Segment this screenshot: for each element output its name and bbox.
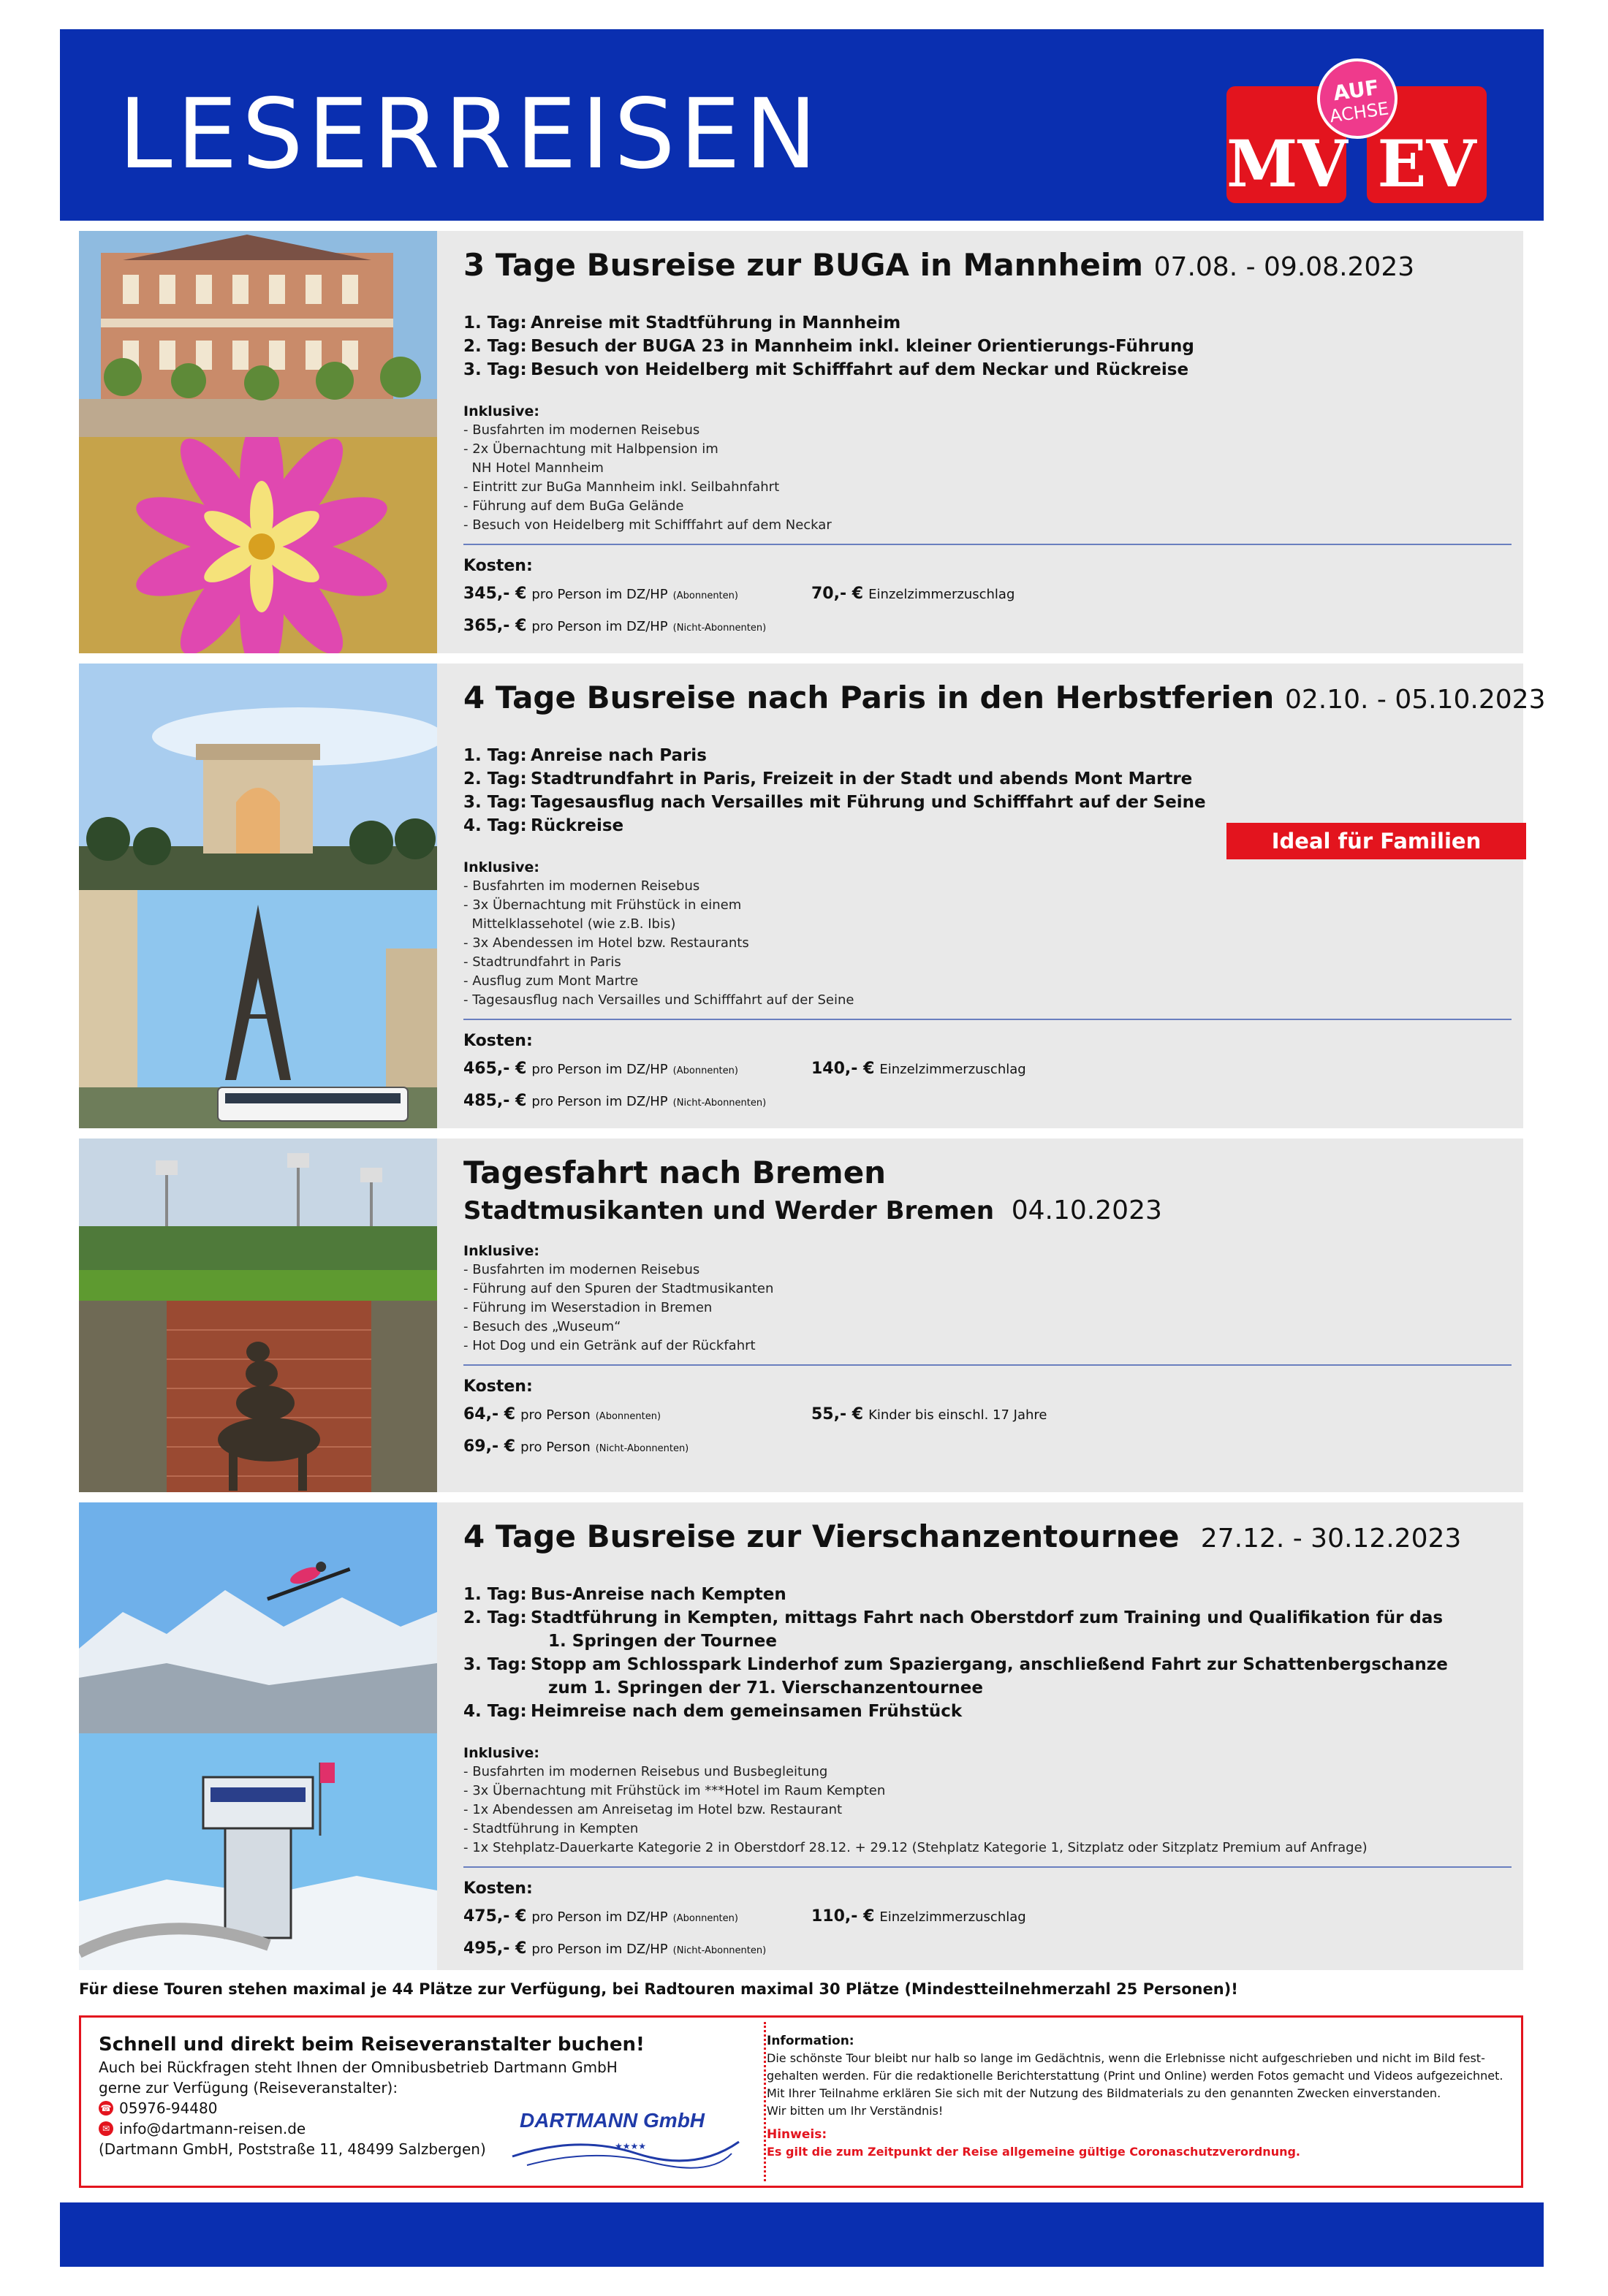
information-text: Wir bitten um Ihr Verständnis! (767, 2104, 944, 2118)
price-row (463, 580, 1512, 609)
inclusive-item: NH Hotel Mannheim (463, 460, 604, 476)
booking-heading: Schnell und direkt beim Reiseveranstalter buchen! (99, 2034, 645, 2056)
arc-de-triomphe-photo (79, 664, 437, 890)
itinerary-day: 1. Tag: Anreise nach Paris (463, 746, 707, 766)
price-extra: 140,- € Einzelzimmerzuschlag (811, 1060, 1026, 1079)
itinerary (463, 1583, 1512, 1723)
ski-jump-tower-photo (79, 1733, 437, 1970)
trip-content (463, 247, 1512, 642)
price-non-subscriber: 495,- € pro Person im DZ/HP (Nicht-Abonnenten) (463, 1939, 767, 1958)
price-row (463, 1087, 1512, 1117)
divider-line (463, 544, 1512, 545)
itinerary-day: 4. Tag: Rückreise (463, 816, 624, 836)
costs-heading: Kosten: (463, 1032, 533, 1051)
divider-line (463, 1866, 1512, 1868)
inclusive-item: - Busfahrten im modernen Reisebus und Busbegleitung (463, 1764, 828, 1780)
price-extra: 70,- € Einzelzimmerzuschlag (811, 585, 1015, 604)
information-text: Mit Ihrer Teilnahme erklären Sie sich mit der Nutzung des Bildmaterials zu den genannten Zwecken einverstanden. (767, 2086, 1441, 2100)
divider-line (463, 1019, 1512, 1020)
phone-number[interactable]: 05976-94480 (119, 2099, 218, 2117)
inclusive-item: - Busfahrten im modernen Reisebus (463, 1262, 700, 1278)
price-subscriber: 475,- € pro Person im DZ/HP (Abonnenten) (463, 1907, 738, 1926)
inclusive-list (463, 877, 1512, 1010)
inclusive-heading: Inklusive: (463, 403, 539, 420)
page-title: LESERREISEN (118, 78, 822, 191)
information-text: Die schönste Tour bleibt nur halb so lange im Gedächtnis, wenn die Erlebnisse nicht aufgeschrieben und nicht im Bild fest- (767, 2051, 1485, 2065)
inclusive-item: - 1x Stehplatz-Dauerkarte Kategorie 2 in Oberstdorf 28.12. + 29.12 (Stehplatz Kategorie 1, Sitzplatz oder Sitzplatz Premium auf Anfrage) (463, 1840, 1368, 1856)
trip-photos (79, 231, 437, 653)
hinweis-heading: Hinweis: (767, 2127, 827, 2142)
capacity-notice: Für diese Touren stehen maximal je 44 Plätze zur Verfügung, bei Radtouren maximal 30 Plätze (Mindestteilnehmerzahl 25 Personen)! (79, 1980, 1238, 1998)
itinerary (463, 311, 1512, 381)
inclusive-item: - Busfahrten im modernen Reisebus (463, 878, 700, 894)
trip-section-bremen (79, 1139, 1523, 1492)
information-text: gehalten werden. Für die redaktionelle Berichterstattung (Print und Online) werden Fotos gemacht und Videos aufgezeichnet. (767, 2069, 1503, 2083)
itinerary-day: 1. Tag: Anreise mit Stadtführung in Mannheim (463, 313, 901, 333)
logo-mv: MV (1226, 86, 1346, 203)
inclusive-item: - Führung auf den Spuren der Stadtmusikanten (463, 1281, 774, 1297)
trip-section-paris (79, 664, 1546, 1128)
dahlia-flower-photo (79, 437, 437, 653)
inclusive-item: - 1x Abendessen am Anreisetag im Hotel bzw. Restaurant (463, 1802, 843, 1818)
trip-title: Tagesfahrt nach Bremen (463, 1155, 887, 1190)
dotted-divider (764, 2022, 766, 2181)
contact-box (79, 2015, 1523, 2188)
itinerary-day: 2. Tag: Besuch der BUGA 23 in Mannheim inkl. kleiner Orientierungs-Führung (463, 337, 1194, 357)
price-subscriber: 64,- € pro Person (Abonnenten) (463, 1405, 661, 1424)
trip-content (463, 1518, 1512, 1964)
price-children: 55,- € Kinder bis einschl. 17 Jahre (811, 1405, 1047, 1424)
price-row (463, 1401, 1512, 1430)
logo-ev: EV (1367, 86, 1487, 203)
price-row (463, 1935, 1512, 1964)
price-subscriber: 465,- € pro Person im DZ/HP (Abonnenten) (463, 1060, 738, 1079)
price-row (463, 1903, 1512, 1932)
price-extra: 110,- € Einzelzimmerzuschlag (811, 1907, 1026, 1926)
inclusive-item: - Besuch von Heidelberg mit Schifffahrt auf dem Neckar (463, 517, 832, 533)
inclusive-heading: Inklusive: (463, 1745, 539, 1762)
mannheim-palace-photo (79, 231, 437, 437)
trip-photos (79, 1502, 437, 1970)
email-link[interactable]: info@dartmann-reisen.de (119, 2120, 306, 2137)
booking-text: Auch bei Rückfragen steht Ihnen der Omnibusbetrieb Dartmann GmbH (99, 2059, 618, 2076)
price-row (463, 1433, 1512, 1462)
information-block (767, 2032, 1505, 2161)
inclusive-heading: Inklusive: (463, 859, 539, 876)
inclusive-item: - 3x Übernachtung mit Frühstück in einem (463, 897, 742, 913)
inclusive-list (463, 421, 1512, 535)
costs-heading: Kosten: (463, 1879, 533, 1898)
inclusive-item: - Eintritt zur BuGa Mannheim inkl. Seilbahnfahrt (463, 479, 780, 495)
inclusive-item: - 2x Übernachtung mit Halbpension im (463, 441, 718, 457)
dartmann-logo-text: DARTMANN GmbH (520, 2109, 705, 2132)
inclusive-item: - Stadtführung in Kempten (463, 1821, 639, 1837)
itinerary-day: 2. Tag: Stadtrundfahrt in Paris, Freizeit in der Stadt und abends Mont Martre (463, 769, 1193, 789)
itinerary-day: 1. Tag: Bus-Anreise nach Kempten (463, 1585, 786, 1605)
company-address: (Dartmann GmbH, Poststraße 11, 48499 Salzbergen) (99, 2140, 486, 2158)
price-non-subscriber: 485,- € pro Person im DZ/HP (Nicht-Abonnenten) (463, 1092, 767, 1111)
trip-photos (79, 664, 437, 1128)
phone-icon: ☎ (99, 2101, 113, 2116)
price-row (463, 1055, 1512, 1084)
trip-section-mannheim (79, 231, 1523, 653)
itinerary-day-continued: 1. Springen der Tournee (548, 1632, 777, 1651)
trip-title: 4 Tage Busreise zur Vierschanzentournee 27.12. - 30.12.2023 (463, 1518, 1462, 1554)
ski-jumper-photo (79, 1502, 437, 1733)
families-badge: Ideal für Familien (1226, 823, 1526, 859)
auf-achse-badge: AUF ACHSE (1312, 53, 1403, 144)
inclusive-item: - Ausflug zum Mont Martre (463, 973, 639, 989)
trip-title: 4 Tage Busreise nach Paris in den Herbstferien 02.10. - 05.10.2023 (463, 680, 1546, 715)
header-banner (60, 29, 1544, 221)
inclusive-item: - 3x Abendessen im Hotel bzw. Restaurants (463, 935, 749, 951)
dartmann-logo-stars: ★★★★ (615, 2141, 647, 2151)
inclusive-item: - Führung im Weserstadion in Bremen (463, 1300, 713, 1316)
trip-date: 04.10.2023 (1011, 1195, 1162, 1226)
mvev-logo (1226, 72, 1487, 202)
inclusive-item: - Stadtrundfahrt in Paris (463, 954, 621, 970)
inclusive-item: - Führung auf dem BuGa Gelände (463, 498, 684, 514)
inclusive-heading: Inklusive: (463, 1243, 539, 1260)
footer-banner (60, 2202, 1544, 2267)
itinerary-day: 2. Tag: Stadtführung in Kempten, mittags Fahrt nach Oberstdorf zum Training und Qualifikation für das (463, 1608, 1444, 1628)
trip-section-vierschanzentournee (79, 1502, 1523, 1970)
price-non-subscriber: 365,- € pro Person im DZ/HP (Nicht-Abonnenten) (463, 617, 767, 636)
booking-text: gerne zur Verfügung (Reiseveranstalter): (99, 2079, 398, 2097)
trip-date: 02.10. - 05.10.2023 (1284, 685, 1546, 715)
price-subscriber: 345,- € pro Person im DZ/HP (Abonnenten) (463, 585, 738, 604)
itinerary-day: 3. Tag: Besuch von Heidelberg mit Schifffahrt auf dem Neckar und Rückreise (463, 360, 1189, 380)
town-musicians-statue-photo (79, 1301, 437, 1492)
divider-line (463, 1364, 1512, 1366)
inclusive-list (463, 1261, 1512, 1356)
trip-content (463, 680, 1546, 1117)
costs-heading: Kosten: (463, 557, 533, 576)
itinerary-day: 3. Tag: Stopp am Schlosspark Linderhof zum Spaziergang, anschließend Fahrt zur Schattenbergschanze (463, 1655, 1448, 1675)
inclusive-item: - Hot Dog und ein Getränk auf der Rückfahrt (463, 1338, 756, 1354)
inclusive-item: - Busfahrten im modernen Reisebus (463, 422, 700, 438)
itinerary-day-continued: zum 1. Springen der 71. Vierschanzentournee (548, 1679, 983, 1698)
costs-heading: Kosten: (463, 1377, 533, 1396)
trip-photos (79, 1139, 437, 1492)
price-row (463, 612, 1512, 642)
inclusive-item: - Besuch des „Wuseum“ (463, 1319, 621, 1335)
information-heading: Information: (767, 2034, 854, 2048)
email-icon: ✉ (99, 2121, 113, 2136)
itinerary-day: 3. Tag: Tagesausflug nach Versailles mit Führung und Schifffahrt auf der Seine (463, 793, 1206, 813)
inclusive-item: Mittelklassehotel (wie z.B. Ibis) (463, 916, 676, 932)
trip-date: 27.12. - 30.12.2023 (1200, 1524, 1462, 1554)
price-non-subscriber: 69,- € pro Person (Nicht-Abonnenten) (463, 1437, 689, 1456)
weserstadion-photo (79, 1139, 437, 1301)
dartmann-logo (505, 2099, 746, 2180)
itinerary-day: 4. Tag: Heimreise nach dem gemeinsamen Frühstück (463, 1702, 963, 1722)
trip-date: 07.08. - 09.08.2023 (1153, 252, 1415, 282)
inclusive-item: - 3x Übernachtung mit Frühstück im ***Hotel im Raum Kempten (463, 1783, 886, 1799)
trip-subtitle: Stadtmusikanten und Werder Bremen 04.10.2023 (463, 1195, 1162, 1226)
inclusive-list (463, 1763, 1512, 1858)
trip-title: 3 Tage Busreise zur BUGA in Mannheim 07.08. - 09.08.2023 (463, 247, 1415, 283)
hinweis-text: Es gilt die zum Zeitpunkt der Reise allgemeine gültige Coronaschutzverordnung. (767, 2145, 1301, 2159)
trip-content (463, 1155, 1512, 1462)
eiffel-tower-photo (79, 890, 437, 1128)
inclusive-item: - Tagesausflug nach Versailles und Schifffahrt auf der Seine (463, 992, 854, 1008)
